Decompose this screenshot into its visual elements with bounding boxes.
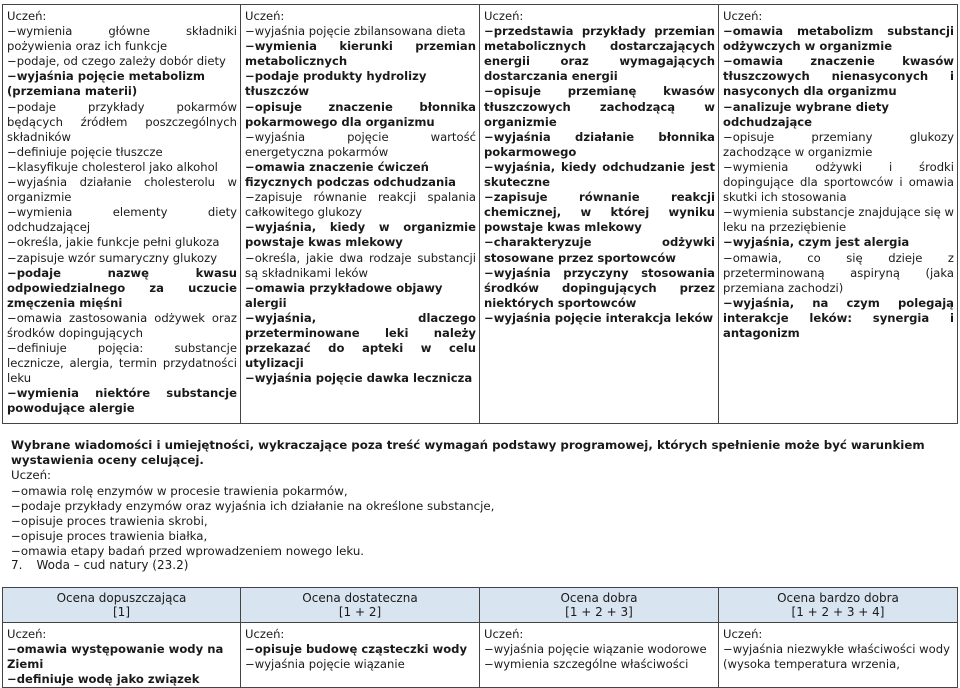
requirement-item: −podaje przykłady pokarmów będących źródłem poszczególnych składników bbox=[7, 99, 237, 144]
requirement-item: −omawia występowanie wody na Ziemi bbox=[7, 642, 224, 672]
requirement-list bbox=[245, 642, 476, 672]
requirement-item: −wyjaśnia, kiedy w organizmie powstaje kwas mlekowy bbox=[245, 220, 476, 250]
grade-header bbox=[719, 588, 958, 623]
requirement-item: −podaje nazwę kwasu odpowiedzialnego za uczucie zmęczenia mięśni bbox=[7, 265, 237, 310]
requirement-item: −omawia metabolizm substancji odżywczych w organizmie bbox=[723, 24, 954, 54]
requirement-item: −wymienia szczególne właściwości bbox=[484, 657, 689, 672]
requirement-item: −wyjaśnia pojęcie wiązanie bbox=[245, 657, 405, 672]
requirement-item: −wymienia niektóre substancje powodujące alergie bbox=[7, 386, 237, 416]
requirement-item: −wyjaśnia, na czym polegają interakcje leków: synergia i antagonizm bbox=[723, 295, 954, 340]
grade-header bbox=[480, 588, 719, 623]
grade-cell-2 bbox=[241, 623, 480, 688]
requirement-item: −definiuje wodę jako związek bbox=[7, 672, 200, 687]
requirement-item: −zapisuje wzór sumaryczny glukozy bbox=[7, 250, 218, 265]
grade-name: Ocena dopuszczająca bbox=[56, 591, 187, 605]
grade-name: Ocena bardzo dobra bbox=[777, 591, 899, 605]
extra-item: −podaje przykłady enzymów oraz wyjaśnia ich działanie na określone substancje, bbox=[11, 498, 495, 513]
extra-requirements bbox=[11, 438, 956, 560]
requirement-item: −definiuje pojęcie tłuszcze bbox=[7, 144, 163, 159]
requirement-item: −wymienia odżywki i środki dopingujące dla sportowców i omawia skutki ich stosowania bbox=[723, 159, 954, 205]
requirement-item: −określa, jakie dwa rodzaje substancji są składnikami leków bbox=[245, 250, 476, 280]
requirement-item: −wymienia główne składniki pożywienia oraz ich funkcje bbox=[7, 24, 237, 54]
requirement-item: −omawia znaczenie kwasów tłuszczowych nienasyconych i nasyconych dla organizmu bbox=[723, 54, 954, 99]
requirement-item: −wyjaśnia działanie cholesterolu w organizmie bbox=[7, 175, 237, 205]
requirement-list bbox=[723, 642, 954, 672]
grade-row bbox=[3, 623, 958, 688]
section-heading bbox=[11, 558, 202, 572]
extra-item: −opisuje proces trawienia skrobi, bbox=[11, 514, 208, 529]
requirement-item: −przedstawia przykłady przemian metabolicznych dostarczających energii oraz wymagających dostarczania energii bbox=[484, 24, 715, 84]
requirement-item: −wyjaśnia, dlaczego przeterminowane leki należy przekazać do apteki w celu utylizacji bbox=[245, 310, 476, 371]
requirement-list bbox=[245, 24, 476, 386]
requirement-item: −wyjaśnia pojęcie metabolizm (przemiana materii) bbox=[7, 69, 205, 99]
requirement-item: −wyjaśnia pojęcie wiązanie wodorowe bbox=[484, 642, 707, 657]
requirement-item: −wymienia kierunki przemian metabolicznych bbox=[245, 39, 476, 69]
requirement-item: −wyjaśnia, czym jest alergia bbox=[723, 235, 910, 250]
cell-title: Uczeń: bbox=[723, 9, 763, 23]
requirement-item: −wyjaśnia niezwykłe właściwości wody bbox=[723, 642, 950, 657]
requirement-item: −omawia przykładowe objawy alergii bbox=[245, 280, 443, 310]
requirement-item: −wyjaśnia pojęcie wartość energetyczna pokarmów bbox=[245, 129, 476, 159]
cell-title: Uczeń: bbox=[245, 627, 285, 641]
requirement-item: −wymienia elementy diety odchudzającej bbox=[7, 205, 237, 235]
grade-formula: [1] bbox=[113, 605, 130, 619]
grade-header bbox=[3, 588, 241, 623]
section-title: Woda – cud natury (23.2) bbox=[36, 558, 189, 572]
grade-table bbox=[2, 587, 958, 688]
requirements-cell-3 bbox=[480, 5, 719, 424]
cell-title: Uczeń: bbox=[723, 627, 763, 641]
grade-header-row bbox=[3, 588, 958, 623]
requirement-item: −omawia, co się dzieje z przeterminowaną aspiryną (jaka przemiana zachodzi) bbox=[723, 250, 954, 295]
requirement-item: (wysoka temperatura wrzenia, bbox=[723, 657, 900, 672]
requirement-item: −podaje, od czego zależy dobór diety bbox=[7, 54, 226, 69]
grade-cell-1 bbox=[3, 623, 241, 688]
extra-heading: Wybrane wiadomości i umiejętności, wykraczające poza treść wymagań podstawy programowej, których spełnienie może być warunkiem wystawienia oceny celującej. bbox=[11, 438, 925, 468]
requirement-item: −opisuje budowę cząsteczki wody bbox=[245, 642, 468, 657]
requirement-list bbox=[7, 24, 237, 416]
requirements-cell-4 bbox=[719, 5, 958, 424]
requirement-item: −klasyfikuje cholesterol jako alkohol bbox=[7, 159, 218, 174]
requirement-list bbox=[484, 642, 715, 672]
requirement-item: −charakteryzuje odżywki stosowane przez sportowców bbox=[484, 235, 715, 265]
requirement-item: −określa, jakie funkcje pełni glukoza bbox=[7, 235, 220, 250]
cell-title: Uczeń: bbox=[484, 627, 524, 641]
grade-cell-4 bbox=[719, 623, 958, 688]
grade-formula: [1 + 2 + 3] bbox=[565, 605, 633, 619]
requirements-table bbox=[2, 4, 958, 424]
requirement-item: −wyjaśnia działanie błonnika pokarmowego bbox=[484, 129, 715, 159]
requirement-item: −opisuje przemiany glukozy zachodzące w organizmie bbox=[723, 129, 954, 159]
extra-lead: Uczeń: bbox=[11, 468, 52, 483]
grade-cell-3 bbox=[480, 623, 719, 688]
requirement-item: −zapisuje równanie reakcji spalania całkowitego glukozy bbox=[245, 190, 476, 220]
requirement-item: −omawia znaczenie ćwiczeń fizycznych podczas odchudzania bbox=[245, 159, 457, 190]
requirement-list bbox=[723, 24, 954, 341]
grade-formula: [1 + 2 + 3 + 4] bbox=[791, 605, 885, 619]
grade-header bbox=[241, 588, 480, 623]
requirements-row bbox=[3, 5, 958, 424]
requirement-list bbox=[484, 24, 715, 326]
grade-formula: [1 + 2] bbox=[338, 605, 382, 619]
extra-item: −omawia rolę enzymów w procesie trawienia pokarmów, bbox=[11, 483, 348, 498]
requirement-item: −opisuje znaczenie błonnika pokarmowego dla organizmu bbox=[245, 99, 476, 129]
requirement-item: −wyjaśnia przyczyny stosowania środków dopingujących przez niektórych sportowców bbox=[484, 265, 715, 310]
requirement-item: −wyjaśnia pojęcie dawka lecznicza bbox=[245, 371, 473, 386]
cell-title: Uczeń: bbox=[7, 627, 47, 641]
requirement-item: −wymienia substancje znajdujące się w leku na przeziębienie bbox=[723, 205, 954, 235]
cell-title: Uczeń: bbox=[7, 9, 47, 23]
requirement-item: −podaje produkty hydrolizy tłuszczów bbox=[245, 69, 427, 99]
requirement-item: −omawia zastosowania odżywek oraz środków dopingujących bbox=[7, 310, 237, 340]
requirement-item: −wyjaśnia pojęcie zbilansowana dieta bbox=[245, 24, 466, 39]
section-number: 7. bbox=[11, 558, 23, 572]
grade-name: Ocena dostateczna bbox=[302, 591, 418, 605]
requirement-item: −wyjaśnia pojęcie interakcja leków bbox=[484, 310, 714, 325]
extra-item: −omawia etapy badań przed wprowadzeniem nowego leku. bbox=[11, 544, 365, 559]
requirement-item: −zapisuje równanie reakcji chemicznej, w której wyniku powstaje kwas mlekowy bbox=[484, 190, 715, 235]
requirements-cell-1 bbox=[3, 5, 241, 424]
requirement-list bbox=[7, 642, 237, 687]
requirements-cell-2 bbox=[241, 5, 480, 424]
extra-item: −opisuje proces trawienia białka, bbox=[11, 529, 208, 544]
cell-title: Uczeń: bbox=[245, 9, 285, 23]
cell-title: Uczeń: bbox=[484, 9, 524, 23]
requirement-item: −analizuje wybrane diety odchudzające bbox=[723, 99, 889, 129]
requirement-item: −opisuje przemianę kwasów tłuszczowych zachodzącą w organizmie bbox=[484, 84, 715, 129]
requirement-item: −wyjaśnia, kiedy odchudzanie jest skuteczne bbox=[484, 159, 715, 190]
grade-name: Ocena dobra bbox=[560, 591, 638, 605]
requirement-item: −definiuje pojęcia: substancje lecznicze, alergia, termin przydatności leku bbox=[7, 341, 237, 386]
